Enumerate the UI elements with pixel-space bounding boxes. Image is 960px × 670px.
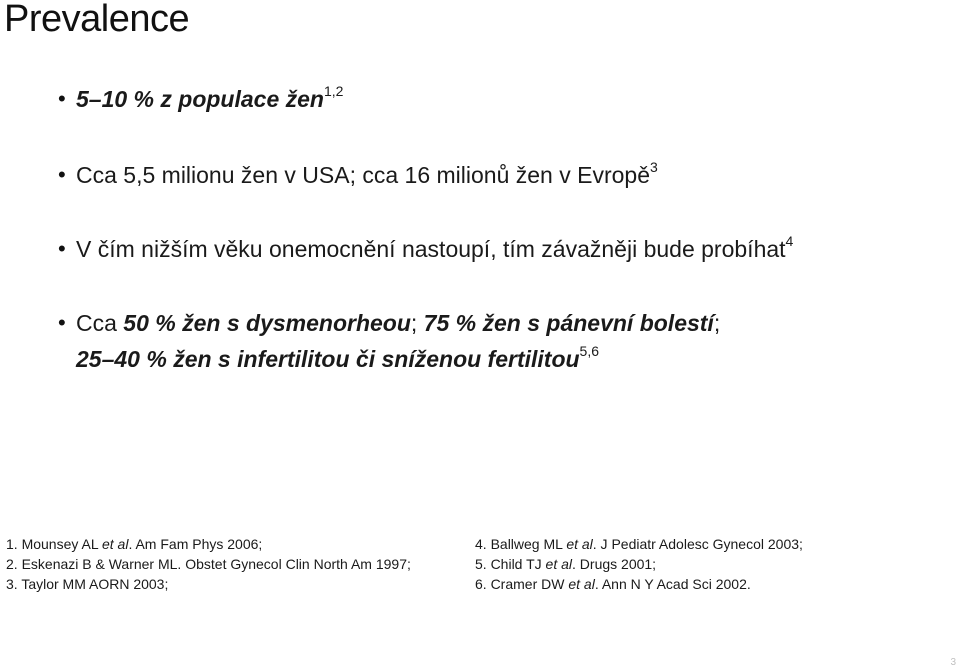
- reference-2: [6, 554, 411, 574]
- page-title: Prevalence: [4, 0, 190, 40]
- text-run: . J Pediatr Adolesc Gynecol 2003;: [592, 536, 803, 552]
- citation-superscript: 4: [785, 233, 794, 250]
- text-run: et al: [566, 536, 593, 552]
- bullet-dot-icon: •: [58, 310, 66, 335]
- text-run: . Ann N Y Acad Sci 2002.: [594, 576, 751, 592]
- bullet-text: [76, 82, 343, 116]
- text-run: 5–10 % z populace žen: [76, 86, 324, 112]
- text-run: Cca: [76, 310, 124, 336]
- bullet-text: [76, 232, 793, 266]
- text-run: 50 % žen s dysmenorheou: [123, 310, 411, 336]
- text-run: 3. Taylor MM AORN 2003;: [6, 576, 169, 592]
- references-left: [6, 534, 411, 594]
- text-run: et al: [568, 576, 595, 592]
- text-run: . Am Fam Phys 2006;: [128, 536, 263, 552]
- page-number: 3: [950, 657, 956, 668]
- reference-1: [6, 534, 411, 554]
- reference-5: [475, 554, 803, 574]
- text-run: V čím nižším věku onemocnění nastoupí, tím závažněji bude probíhat: [76, 236, 786, 262]
- text-run: 2. Eskenazi B & Warner ML. Obstet Gynecol Clin North Am 1997;: [6, 556, 411, 572]
- text-run: 25–40 % žen s infertilitou či sníženou fertilitou: [76, 346, 580, 372]
- reference-6: [475, 574, 803, 594]
- citation-superscript: 3: [650, 159, 658, 176]
- references-right: [475, 534, 803, 594]
- citation-superscript: 5,6: [579, 343, 600, 360]
- bullet-text: [76, 306, 720, 340]
- reference-3: [6, 574, 411, 594]
- text-run: ;: [713, 310, 721, 336]
- text-run: 5. Child TJ: [475, 556, 546, 572]
- citation-superscript: 1,2: [323, 83, 344, 100]
- text-run: 75 % žen s pánevní bolestí: [423, 310, 714, 336]
- reference-4: [475, 534, 803, 554]
- text-run: 1. Mounsey AL: [6, 536, 102, 552]
- bullet-dot-icon: •: [58, 236, 66, 261]
- text-run: et al: [101, 536, 129, 552]
- bullet-dot-icon: •: [58, 162, 66, 187]
- text-run: . Drugs 2001;: [572, 556, 657, 572]
- text-run: 4. Ballweg ML: [475, 536, 567, 552]
- text-run: et al: [545, 556, 573, 572]
- text-run: 6. Cramer DW: [475, 576, 569, 592]
- bullet-text-line2: [76, 342, 599, 376]
- bullet-text: [76, 158, 658, 192]
- bullet-dot-icon: •: [58, 86, 66, 111]
- text-run: ;: [410, 310, 424, 336]
- text-run: Cca 5,5 milionu žen v USA; cca 16 milionů žen v Evropě: [76, 162, 650, 188]
